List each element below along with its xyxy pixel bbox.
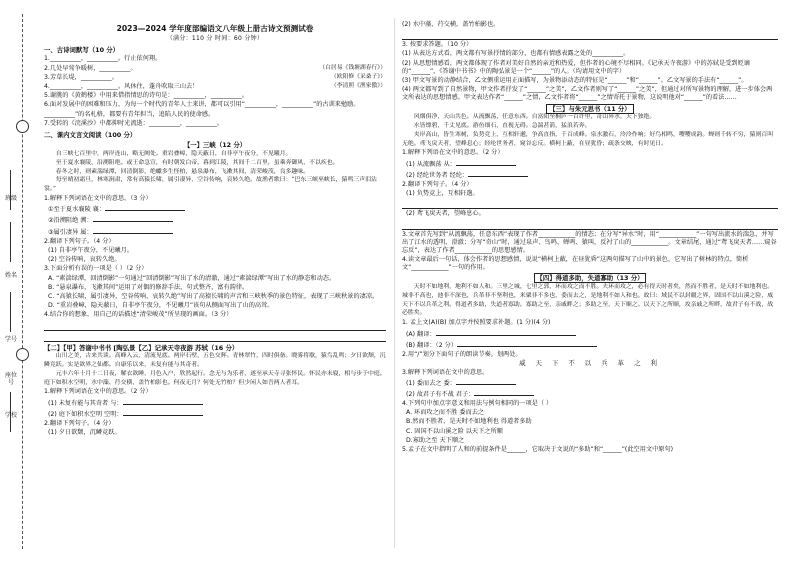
passage-paragraph: 春冬之时，则素湍绿潭，回清倒影，绝巘多生怪柏，悬泉瀑布，飞漱其间，清荣峻茂，良多趣味。 <box>55 168 310 175</box>
choice-option: C. “高猿长啸，属引凄异，空谷传响，哀转久绝”写出了高猿长啸的声音和三峡秋季的景色特征，表现了三峡秋景的凄凉。 <box>48 292 379 300</box>
question-item <box>44 65 386 73</box>
section-heading: 二、课内文言文阅读（100 分） <box>44 130 137 139</box>
question-subitem: ①至于夏水襄陵 襄： <box>44 204 386 214</box>
question-subitem: (2) 经纶世务者 经纶： <box>402 170 778 180</box>
answer-line[interactable] <box>402 31 778 40</box>
binding-hole <box>16 348 29 361</box>
answer-line[interactable] <box>402 221 778 230</box>
passage-paragraph: 自三峡七百里中，两岸连山，略无阙处。重岩叠嶂，隐天蔽日，自非亭午夜分，不见曦月。 <box>55 150 292 157</box>
question-item: 6.面对发展中的困难和压力，为每一个时代的青年人士来讲，都可以引用“__________，__________”的古训来勉励。 <box>44 101 360 109</box>
question-subitem: (1) 自非亭午夜分，不见曦月。 <box>48 247 133 255</box>
question-prompt: 4.下列句中加点字意义和用法与例句相同的一项是（ ） <box>402 400 553 408</box>
question-prompt: 2.翻译下列句子。（4 分） <box>402 180 473 188</box>
answer-blank[interactable] <box>456 159 516 166</box>
question-text: 3.芳草长堤，__________。 <box>44 73 118 81</box>
question-prompt: 3.解释下列词语在文中的意思。 <box>402 368 489 376</box>
answer-line[interactable] <box>402 200 778 209</box>
passage-paragraph: 元丰六年十月十二日夜，解衣欲睡，月色入户，欣然起行。念无与为乐者，遂至承天寺寻张怀民。怀民亦未寝，相与步于中庭。庭下如积水空明，水中藻、荇交横，盖竹柏影也。何夜无月？何处无竹柏？但少闲人如吾两人者耳。 <box>44 370 386 386</box>
question-subitem: (2) 从思想情感看，两文都体现了作者对美好自然的亲近和热爱，但作者的心境不尽相同。《记承天寺夜游》中的苏轼是受到贬谪的“______”，《答谢中书书》中的陶弘景是一个“______”的人。（均请用文中的字） <box>402 59 750 75</box>
answer-blank[interactable] <box>474 389 534 396</box>
question-subitem: (1) 从流飘荡 从： <box>402 159 778 169</box>
binding-label-school: 学校 <box>5 412 18 419</box>
question-prompt: 1.解释下列词语在文中的意思。（3 分） <box>44 195 152 203</box>
question-item <box>44 55 386 63</box>
question-prompt: 3. 按要求答题。（10 分） <box>402 41 473 49</box>
binding-label-id: 学号 <box>5 336 18 343</box>
passage-paragraph: 风烟俱净，天山共色。从流飘荡，任意东西。自富阳至桐庐一百许里，奇山异水，天下独绝。 <box>413 113 656 120</box>
passage-paragraph: 山川之美，古来共谈。高峰入云，清流见底。两岸石壁，五色交辉。青林翠竹，四时俱备。晓雾将歇，猿鸟乱鸣；夕日欲颓，沉鳞竞跃。实是欲界之仙都。自康乐以来，未复有能与其奇者。 <box>44 352 386 368</box>
question-subitem: (1) 负势竞上，互相轩邈。 <box>406 190 479 198</box>
question-item <box>44 83 386 91</box>
binding-fill-line <box>10 170 11 210</box>
exam-subtitle: （满分：110 分 时间：60 分钟） <box>166 35 264 43</box>
question-prompt: 4.结合你的想象，用自己的话描述“清荣峻茂”所呈现的画面。（3 分） <box>44 311 233 319</box>
binding-label-name: 姓名 <box>5 272 18 279</box>
rhythm-sentence: 威 天 下 不 以 兵 革 之 利 <box>519 359 661 368</box>
question-subitem: ③属引凄异 属： <box>44 227 386 237</box>
question-subitem: ②沿溯阻绝 溯： <box>44 215 386 225</box>
answer-blank[interactable] <box>93 227 173 234</box>
right-column <box>402 20 778 454</box>
question-prompt: 2.翻译下列句子。（4 分） <box>44 419 115 427</box>
question-subitem: (1) 夕日欲颓，沉鳞竞跃。 <box>48 429 121 437</box>
passage-paragraph: 每至晴初霜旦，林寒涧肃，常有高猿长啸，属引凄异，空谷传响，哀转久绝。故渔者歌曰：“巴东三峡巫峡长，猿鸣三声泪沾裳。” <box>44 177 377 193</box>
question-prompt: 3.文章首先写到“从流飘荡，任意东西”表现了作者____________的情态；在分写“异水”时，用“____________”一句写出流水的湍急，并写出了江水的透明、澄澈；分写“奇山”时，通过泉声、鸟鸣、蝉鸣、猿叫，反衬了山的____________。文章结尾，通过“鸢飞戾天者……窥谷忘反”，表达了作者____________的思想感情。 <box>402 230 777 254</box>
answer-blank[interactable] <box>93 215 173 222</box>
passage-paragraph: 天时不如地利，地利不如人和。三里之城，七里之郭，环而攻之而不胜。夫环而攻之，必有得天时者矣，然而不胜者，是天时不如地利也。城非不高也，池非不深也，兵革非不坚利也，米粟非不多也，委而去之，是地利不如人和也。故曰：域民不以封疆之界，固国不以山溪之险，威天下不以兵革之利。得道者多助，失道者寡助。寡助之至，亲戚畔之；多助之至，天下顺之。以天下之所顺，攻亲戚之所畔，故君子有不战，战必胜矣。 <box>402 283 774 317</box>
exam-title: 2023—2024 学年度部编语文八年级上册古诗文预测试卷 <box>116 24 314 33</box>
question-text: 1.__________，__________。行止依何翔。 <box>44 55 162 63</box>
question-prompt: 2.翻译下列句子。（4 分） <box>44 237 115 245</box>
choice-option: A. “素湍绿潭，回清倒影”一句通过“回清倒影”写出了水的清澈，通过“素湍绿潭”写出了水的静态和动态。 <box>48 274 336 282</box>
question-prompt: 1.解释下列词语在文中的意思。（2 分） <box>44 388 152 396</box>
question-subitem: (1) 委而去之 委： <box>402 378 778 388</box>
question-item: 7.受转的《浣溪沙》中都抑时光流逝：__________，__________。 <box>44 119 224 127</box>
passage-title: 【二】【甲】答谢中书书 [陶弘景【乙】记承天寺夜游 苏轼（16 分） <box>44 343 239 352</box>
answer-blank[interactable] <box>457 340 597 347</box>
question-subitem: (2) 故君子有不战 君子： <box>402 389 778 399</box>
question-text: 2.几处早莺争暖树，__________。 <box>44 64 137 72</box>
choice-option: D. “重岩叠嶂，隐天蔽日，自非亭午夜分，不见曦月”该句从侧面写出了山的高耸。 <box>48 302 274 310</box>
choice-option: C. 固国不以山溪之险 以天下之所顺 <box>406 427 503 435</box>
question-text: 4.__________，__________。风休住，蓬舟吹取三山去！ <box>44 82 199 90</box>
question-source: （李清照《渔家傲》） <box>330 82 386 89</box>
choice-option: B. “悬泉瀑布，飞漱其间”运用了对偶的修辞手法，句式整齐，富有韵律。 <box>48 283 249 291</box>
binding-label-seat: 座位号 <box>5 372 18 386</box>
passage-title: 【四】得道多助，失道寡助（13 分） <box>402 274 778 282</box>
passage-title: 【三】与朱元思书（11 分） <box>402 105 778 113</box>
binding-fill-line <box>10 222 11 262</box>
choice-option: B.然而不胜者，是天时不如地利也 得道者多助 <box>406 418 532 426</box>
section-heading: 一、古诗词默写（10 分） <box>44 45 120 54</box>
answer-line[interactable] <box>44 322 386 331</box>
question-subitem: (1) 未复有能与其奇者 与： <box>44 398 386 408</box>
question-subitem: (3) 甲文写景的动静结合，乙文侧重运用正面描写，为景物添动态的特征是“______”和“______”。乙文写景的手法有“______”。 <box>402 76 748 84</box>
answer-blank[interactable] <box>436 329 576 336</box>
question-item: __________”的名札格，都要有青年担当，追陷人民的使命感。 <box>44 110 215 118</box>
answer-blank[interactable] <box>468 170 528 177</box>
passage-paragraph: 至于夏水襄陵，沿溯阻绝。或王命急宣，有时朝发白帝，暮到江陵，其间千二百里，虽乘奔御风，不以疾也。 <box>55 159 339 166</box>
answer-blank[interactable] <box>105 204 185 211</box>
binding-fill-line <box>10 292 11 332</box>
binding-strip <box>0 0 36 561</box>
answer-blank[interactable] <box>456 378 516 385</box>
question-prompt: 3.下面分析有误的一项是（ ）（2 分） <box>44 265 148 273</box>
question-prompt: 2.用“/”划分下面句子的朗读节奏。划两处。 <box>402 350 522 358</box>
question-subitem: (A) 翻译： <box>402 329 778 339</box>
choice-option: D.寡助之至 天下顺之 <box>406 436 465 444</box>
passage-paragraph: 夹岸高山，皆生寒树，负势竞上，互相轩邈，争高直指，千百成峰。泉水激石，泠泠作响；好鸟相鸣，嘤嘤成韵。蝉则千转不穷，猿则百叫无绝。鸢飞戾天者，望峰息心；经纶世务者，窥谷忘反。横柯上蔽，在昼犹昏；疏条交映，有时见日。 <box>402 131 774 147</box>
question-prompt: 1.解释下列语在文中的意思。（2 分） <box>402 149 504 157</box>
passage-paragraph: 水皆缥碧，千丈见底。游鱼细石，直视无碍。急湍甚箭，猛浪若奔。 <box>413 122 591 129</box>
binding-dashed-line <box>22 14 23 549</box>
answer-blank[interactable] <box>123 409 203 416</box>
question-prompt: 5.孟子在文中指明了人和的前提条件是______，它取决于文说的“多助”和“______”(此空用文中原句) <box>402 446 674 454</box>
question-subitem: (2) 鸢飞戾天者，望峰息心。 <box>406 210 485 218</box>
binding-label-class: 班级 <box>5 195 18 202</box>
question-subitem: (B) 翻译：（2 分） <box>402 340 778 350</box>
question-source: （白居易《钱塘湖春行》） <box>319 64 386 71</box>
question-prompt: 4.读文章最后一句话，体会作者的思想感情，说说“横柯上蔽，在昼犹昏”这两句描写了山中的景色，它写出了树林的特点，简析文“____________”一句的作用。 <box>402 256 749 272</box>
answer-line[interactable] <box>44 333 386 342</box>
choice-option: A. 环而攻之而不胜 委而去之 <box>406 409 485 417</box>
question-subitem: (2) 庭下如积水空明 空明： <box>44 409 386 419</box>
question-subitem: (2) 空谷传响，哀转久绝。 <box>48 256 121 264</box>
question-item <box>44 74 386 82</box>
question-subitem: (2) 水中藻、荇交横，盖竹柏影也。 <box>402 21 500 28</box>
passage-title: 【一】三峡（12 分） <box>183 141 247 150</box>
question-source: （欧阳修《采桑子》） <box>330 73 386 80</box>
left-column <box>44 0 386 437</box>
question-prompt: 1. 孟上文(A)(B) 加点字并按照要求补题。(1 分)(4 分) <box>402 319 551 327</box>
answer-blank[interactable] <box>123 398 203 405</box>
question-subitem: (1) 从表达方式看，两文都有写景抒情的部分，也都有情感表露之处的__________。 <box>402 50 630 58</box>
question-item: 5.谢朓的《黄鹤楼》中用来借指情思的诗句是：__________，__________。 <box>44 92 248 100</box>
question-subitem: (4) 两文都写到了自然景物，甲文作者抒发了“______”之美”，乙文作者则写了“______”之美”，但通过对所写景物的理解，进一步体会两文所表达的思想情感。甲文表达作者“______”之情，乙文作者将“______”之情寄托于景物，这说明他对“______”的看法…… <box>402 86 773 102</box>
binding-hole <box>16 120 29 133</box>
column-divider <box>394 18 395 548</box>
